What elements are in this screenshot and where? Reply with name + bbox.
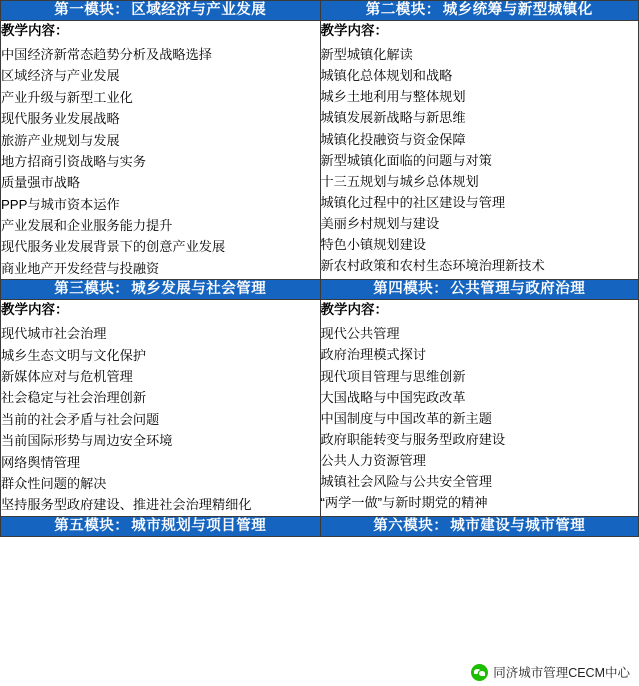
module-item-list-4: [321, 323, 639, 513]
list-item: 社会稳定与社会治理创新: [1, 390, 147, 406]
module-header-6: [320, 516, 639, 536]
list-item: 公共人力资源管理: [320, 453, 426, 469]
module-body-1: [1, 20, 321, 279]
table-row: [1, 1, 639, 21]
list-item: 政府职能转变与服务型政府建设: [320, 431, 506, 447]
list-item: 当前的社会矛盾与社会问题: [1, 411, 160, 427]
table-row: [1, 516, 639, 536]
module-title-1: 区域经济与产业发展: [131, 2, 267, 18]
list-item: 特色小镇规划建设: [320, 237, 426, 253]
list-item: 新型城镇化面临的问题与对策: [320, 152, 492, 168]
list-item: 大国战略与中国宪政改革: [320, 389, 466, 405]
table-row: [1, 300, 639, 517]
module-header-2: [320, 1, 639, 21]
list-item: 城乡土地利用与整体规划: [320, 89, 466, 105]
list-item: 城镇发展新战略与新思维: [320, 110, 466, 126]
module-number-4: 第四模块：: [373, 281, 449, 298]
watermark: [468, 662, 633, 682]
list-item: 政府治理模式探讨: [320, 347, 426, 363]
content-label-3: 教学内容：: [1, 302, 69, 318]
list-item: PPP与城市资本运作: [1, 196, 120, 212]
module-number-2: 第二模块：: [365, 2, 441, 18]
module-header-1: [1, 1, 321, 21]
module-item-list-1: [1, 44, 320, 279]
list-item: 当前国际形势与周边安全环境: [1, 433, 173, 449]
module-title-3: 城乡发展与社会管理: [131, 281, 267, 298]
list-item: 城镇社会风险与公共安全管理: [320, 474, 492, 490]
list-item: 现代城市社会治理: [1, 326, 107, 342]
list-item: 新农村政策和农村生态环境治理新技术: [320, 258, 545, 274]
table-row: [1, 280, 639, 300]
list-item: 中国经济新常态趋势分析及战略选择: [1, 47, 212, 63]
list-item: 网络舆情管理: [1, 454, 81, 470]
list-item: 旅游产业规划与发展: [1, 132, 120, 148]
module-body-4: [320, 300, 639, 517]
module-title-4: 公共管理与政府治理: [450, 281, 586, 298]
list-item: 城镇化投融资与资金保障: [320, 131, 466, 147]
module-body-3: [1, 300, 321, 517]
module-header-5: [1, 516, 321, 536]
list-item: 产业发展和企业服务能力提升: [1, 218, 173, 234]
list-item: 十三五规划与城乡总体规划: [320, 173, 479, 189]
content-label-4: 教学内容：: [320, 302, 388, 318]
list-item: 美丽乡村规划与建设: [320, 216, 440, 232]
module-number-3: 第三模块：: [54, 281, 130, 298]
content-label-1: 教学内容：: [1, 22, 69, 38]
list-item: 城镇化总体规划和战略: [320, 68, 453, 84]
list-item: 质量强市战略: [1, 175, 81, 191]
wechat-icon: [471, 664, 488, 681]
module-number-1: 第一模块：: [54, 2, 130, 18]
list-item: 地方招商引资战略与实务: [1, 153, 147, 169]
watermark-text: 同济城市管理CECM中心: [493, 666, 630, 680]
list-item: 现代服务业发展战略: [1, 111, 120, 127]
list-item: 城镇化过程中的社区建设与管理: [320, 194, 506, 210]
module-header-3: [1, 280, 321, 300]
module-item-list-2: [321, 44, 639, 276]
list-item: 现代公共管理: [320, 326, 400, 342]
list-item: 新媒体应对与危机管理: [1, 369, 133, 385]
module-number-6: 第六模块：: [373, 517, 449, 534]
module-item-list-3: [1, 323, 320, 515]
module-number-5: 第五模块：: [54, 517, 130, 534]
module-title-6: 城市建设与城市管理: [450, 517, 586, 534]
list-item: 中国制度与中国改革的新主题: [320, 410, 492, 426]
list-item: 坚持服务型政府建设、推进社会治理精细化: [1, 497, 252, 513]
list-item: 新型城镇化解读: [320, 47, 413, 63]
list-item: 现代项目管理与思维创新: [320, 368, 466, 384]
module-header-4: [320, 280, 639, 300]
list-item: 区域经济与产业发展: [1, 68, 120, 84]
module-title-2: 城乡统筹与新型城镇化: [442, 2, 593, 18]
module-title-5: 城市规划与项目管理: [131, 517, 267, 534]
list-item: “两学一做”与新时期党的精神: [320, 495, 488, 511]
module-body-2: [320, 20, 639, 279]
table-row: [1, 20, 639, 279]
list-item: 群众性问题的解决: [1, 475, 107, 491]
list-item: 产业升级与新型工业化: [1, 89, 133, 105]
list-item: 城乡生态文明与文化保护: [1, 347, 147, 363]
list-item: 现代服务业发展背景下的创意产业发展: [1, 239, 226, 255]
content-label-2: 教学内容：: [320, 22, 388, 38]
list-item: 商业地产开发经营与投融资: [1, 260, 160, 276]
